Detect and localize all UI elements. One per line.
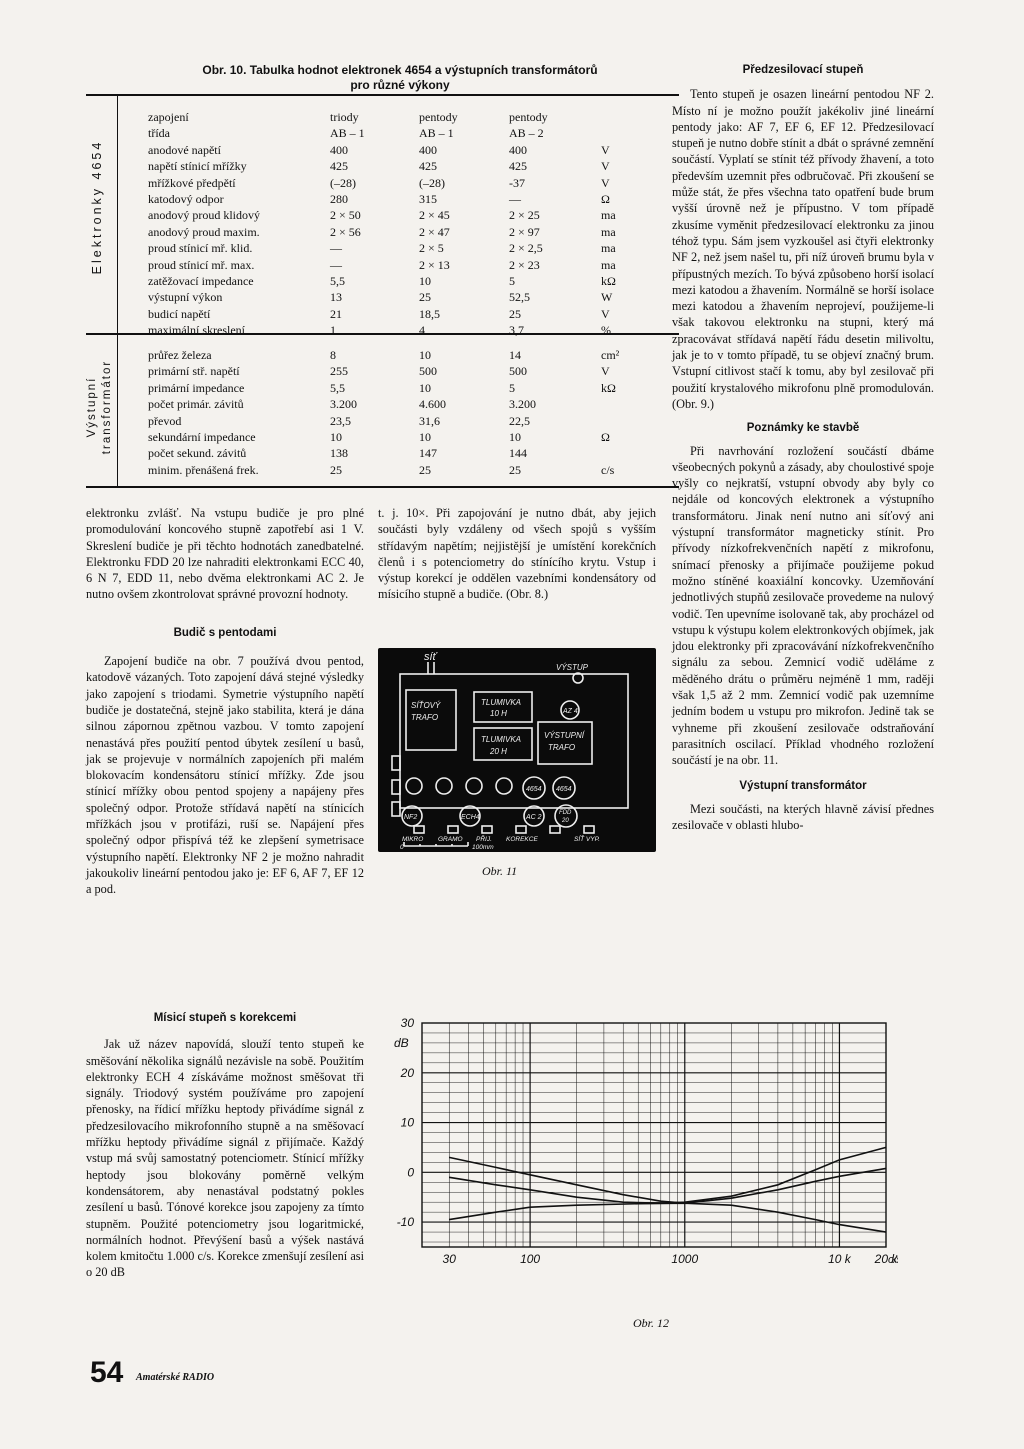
- table-cell-v3: 5: [509, 274, 515, 288]
- table-row: [86, 257, 679, 273]
- left-para2: Zapojení budiče na obr. 7 používá dvou pentod, katodově vázaných. Toto zapojení dává stejné výsledky jako zapojení s triodami. Symetrie výstupního napětí budiče je dostatečná, stejně jako stabilita, která je dána silnou zápornou zpětnou vazbou. V tomto zapojení nenastává přes použití pentod úbytek zesílení u basů, jak se projevuje v normálních zapojeních při malém blokovacím kondensátoru stínicí mřížky. Zde jsou stínicí mřížky obou pentod spojeny a napájeny přes společný odpor. Protože střídavá napětí na stínicích mřížkách jsou v protifázi, ruší se. Napájení přes společný odpor přispívá též ke zlepšení symetrisace výstupního napětí. Elektronky NF 2 je možno nahradit jakoukoliv lineární pentodou jako je: EF 6, AF 7, EF 12 a pod.: [86, 654, 364, 897]
- table-cell-label: primární impedance: [148, 380, 245, 395]
- label-az4: AZ 4: [563, 708, 578, 715]
- graph-x-tick-label: 10 k: [828, 1252, 851, 1266]
- table-cell-label: převod: [148, 413, 182, 428]
- table-cell-v1: 8: [330, 348, 336, 362]
- table-cell-unit: ma: [601, 241, 616, 256]
- right-para1: Tento stupeň je osazen lineární pentodou NF 2. Místo ní je možno použít jakékoliv jiné lineární pentody jako: AF 7, EF 6, EF 12. Předzesilovací stupeň je nutno dobře stínit a dbát o správné zemnění součástí. Vyplatí se stínit též přívody žhavení, a toto především uzemnit přes odbručovač. Při zkoušení se může stát, že přes všechna tato opatření bude brum vyšší úrovně než je přípustno. V tom případě zkusíme vyměnit předzesilovací elektronku za jinou téhož typu. Sám jsem vyzkoušel asi čtyři elektronky NF 2, než jsem našel tu, při níž úroveň brumu byla v přípustných mezích. To bývá způsobeno horší isolací mezi katodou a žhavením. Normálně se horší isolace mezi katodou a žhavením neprojeví, použijeme-li však takovou elektronku na stupni, který má zpracovávat střídavá napětí řádu desetin milivoltu, jak je to v tomto případě, tu se objeví značný brum. Vstupní citlivost stačí k tomu, aby byl zesilovač při použití krystalového mikrofonu plně promodulován. (Obr. 9.): [672, 87, 934, 411]
- table-cell-v2: 400: [419, 142, 437, 157]
- graph-y-axis-label: dB: [394, 1035, 409, 1050]
- table-cell-v3: 144: [509, 446, 527, 461]
- table-cell-v3: 3,7: [509, 323, 524, 338]
- graph-x-tick-label: 100: [520, 1252, 541, 1266]
- label-nf2: NF2: [404, 814, 418, 821]
- table-row: [86, 240, 679, 256]
- table-cell-v3: 2 × 2,5: [509, 241, 543, 256]
- table-cell-unit: ma: [601, 224, 616, 239]
- graph-x-labels: [443, 1252, 898, 1266]
- table-cell-v3: 52,5: [509, 290, 530, 305]
- table-cell-v2: pentody: [419, 110, 458, 124]
- table-cell-v1: 400: [330, 142, 348, 157]
- table-cell-label: zapojení: [148, 110, 189, 124]
- table-cell-unit: V: [601, 306, 610, 321]
- table-cell-v3: 25: [509, 462, 521, 477]
- table-cell-unit: %: [601, 323, 611, 338]
- graph-y-labels: [394, 1016, 414, 1229]
- table-cell-v3: -37: [509, 175, 525, 190]
- label-tlumivka2-1: TLUMIVKA: [481, 735, 522, 744]
- layout-drawing-svg: [378, 648, 656, 852]
- graph-x-tick-label: 30: [442, 1252, 456, 1266]
- table-cell-v1: —: [330, 241, 342, 256]
- label-sitvyp: SÍŤ VYP.: [574, 836, 600, 843]
- table-cell-v1: 25: [330, 462, 342, 477]
- connector-icon: [584, 826, 594, 833]
- table-cell-label: počet primár. závitů: [148, 397, 244, 412]
- graph-curve-cut: [449, 1203, 886, 1232]
- table-row: [86, 109, 679, 125]
- table-row: [86, 273, 679, 289]
- label-4654a: 4654: [526, 786, 542, 793]
- table-row: [86, 413, 679, 429]
- table-cell-v3: 2 × 23: [509, 257, 540, 272]
- table-row: [86, 445, 679, 461]
- graph-y-tick-label: 0: [407, 1165, 414, 1180]
- label-tlumivka1-2: 10 H: [490, 709, 507, 718]
- table-cell-v1: 3.200: [330, 397, 357, 412]
- table-cell-v1: triody: [330, 110, 359, 124]
- label-tlumivka1-1: TLUMIVKA: [481, 698, 522, 707]
- table-cell-unit: c/s: [601, 462, 615, 477]
- table-cell-v3: 5: [509, 380, 515, 395]
- table-row: [86, 175, 679, 191]
- table-row: [86, 207, 679, 223]
- tube-data-table: [86, 94, 679, 488]
- table-cell-label: třída: [148, 126, 170, 141]
- table-cell-v1: 255: [330, 364, 348, 379]
- connector-icon: [414, 826, 424, 833]
- heading-misici-stupen: Mísicí stupeň s korekcemi: [153, 1012, 297, 1024]
- graph-x-tick-label: 20 k: [874, 1252, 898, 1266]
- graph-curve-treble-boost: [449, 1147, 886, 1203]
- table-row: [86, 396, 679, 412]
- table-cell-label: zatěžovací impedance: [148, 274, 254, 288]
- table-cell-v1: —: [330, 257, 342, 272]
- label-ech4: ECH4: [461, 814, 480, 821]
- table-cell-unit: ma: [601, 208, 616, 223]
- table-cell-label: průřez železa: [148, 348, 212, 362]
- table-cell-v3: 3.200: [509, 397, 536, 412]
- right-para3: Mezi součásti, na kterých hlavně závisí přednes zesilovače v oblasti hlubo-: [672, 801, 934, 833]
- table-cell-v1: 5,5: [330, 274, 345, 288]
- table-cell-v2: 500: [419, 364, 437, 379]
- table-cell-v2: 25: [419, 290, 431, 305]
- table-cell-label: primární stř. napětí: [148, 364, 240, 379]
- table-cell-v2: 147: [419, 446, 437, 461]
- table-cell-v2: 10: [419, 348, 431, 362]
- table-row: [86, 363, 679, 379]
- connector-icon: [482, 826, 492, 833]
- table-cell-v3: 2 × 25: [509, 208, 540, 223]
- label-sitovy-1: SÍŤOVÝ: [411, 701, 441, 710]
- table-cell-unit: kΩ: [601, 380, 616, 395]
- table-cell-unit: V: [601, 159, 610, 174]
- table-cell-v2: 4: [419, 323, 425, 338]
- table-cell-unit: Ω: [601, 192, 610, 206]
- label-fdd20-1: FDD: [559, 810, 572, 816]
- label-ac2: AC 2: [526, 814, 542, 821]
- right-column-text: [672, 62, 934, 833]
- jack-icon: [392, 756, 400, 770]
- connector-icon: [516, 826, 526, 833]
- left-para3: Jak už název napovídá, slouží tento stupeň ke směšování několika signálů nezávisle na sobě. Použitím elektronky ECH 4 získáváme možnost směšovat tři signály. Triodový systém používáme pro zapojení přenosky, na řídicí mřížku heptody přivádíme signál z předzesilovacího mikrofonního stupně a na směšovací mřížku heptody přivádíme signál z přijímače. Každý vstup má svůj samostatný potenciometr. Stínicí mřížky heptody jsou blokovány poměrně velkým kondensátorem, aby nenastával podstatný pokles zesílení u basů. Tónové korekce jsou zapojeny za tímto stupněm. Použité potenciometry jsou logaritmické, normálních hodnot. Převýšení basů a výšek nastává kolem kmitočtu 1.000 c/s. Korekce zmenšují zesílení asi o 20 dB: [86, 1037, 364, 1280]
- table-cell-v2: 10: [419, 380, 431, 395]
- label-scale-0: 0: [400, 844, 404, 851]
- frequency-response-svg: [378, 1015, 898, 1290]
- table-cell-label: budicí napětí: [148, 306, 211, 321]
- table-cell-label: napětí stínicí mřížky: [148, 159, 247, 174]
- table-row: [86, 289, 679, 305]
- table-cell-v3: 10: [509, 430, 521, 444]
- table-cell-v2: 4.600: [419, 397, 446, 412]
- table-cell-v1: 13: [330, 290, 342, 305]
- table-cell-v2: 2 × 47: [419, 224, 450, 239]
- graph-x-tick-label: 1000: [671, 1252, 699, 1266]
- tube-socket-icon: [406, 778, 422, 794]
- label-vystupni-1: VÝSTUPNÍ: [544, 731, 585, 740]
- table-cell-v2: 18,5: [419, 306, 440, 321]
- table-row: [86, 347, 679, 363]
- table-cell-label: anodový proud klidový: [148, 208, 260, 223]
- table-cell-unit: V: [601, 364, 610, 379]
- table-cell-v1: 1: [330, 323, 336, 338]
- table-cell-unit: Ω: [601, 430, 610, 444]
- mains-cable: [428, 662, 434, 674]
- table-cell-v3: —: [509, 192, 521, 206]
- jack-icon: [392, 802, 400, 816]
- figure-caption-obr12: Obr. 12: [633, 1316, 670, 1330]
- table-cell-v2: (–28): [419, 175, 445, 190]
- table-cell-v2: 2 × 45: [419, 208, 450, 223]
- table-row: [86, 306, 679, 322]
- table-title-line2: pro různé výkony: [350, 78, 450, 92]
- table-row: [86, 224, 679, 240]
- section1-side-label: Elektronky 4654: [90, 139, 104, 275]
- table-cell-v2: 10: [419, 430, 431, 444]
- table-row: [86, 462, 679, 478]
- figure-caption-obr11: Obr. 11: [482, 864, 518, 878]
- table-row: [86, 429, 679, 445]
- table-cell-v2: 2 × 5: [419, 241, 444, 256]
- table-cell-label: sekundární impedance: [148, 430, 256, 444]
- table-cell-v1: (–28): [330, 175, 356, 190]
- table-cell-label: výstupní výkon: [148, 290, 223, 305]
- table-cell-unit: W: [601, 290, 613, 305]
- middle-column-text: [378, 505, 656, 603]
- table-title-line1: Obr. 10. Tabulka hodnot elektronek 4654 a výstupních transformátorů: [202, 63, 598, 77]
- table-cell-v2: 10: [419, 274, 431, 288]
- label-gramo: GRAMO: [438, 836, 463, 843]
- frequency-response-figure: [378, 1015, 898, 1290]
- table-cell-unit: cm²: [601, 348, 620, 362]
- graph-y-tick-label: -10: [396, 1215, 414, 1230]
- table-cell-v3: 2 × 97: [509, 224, 540, 239]
- table-cell-unit: V: [601, 142, 610, 157]
- table-cell-v2: 2 × 13: [419, 257, 450, 272]
- label-prij: PŘIJ.: [476, 836, 492, 843]
- table-cell-label: anodový proud maxim.: [148, 224, 260, 239]
- table-row: [86, 191, 679, 207]
- graph-y-tick-label: 30: [400, 1016, 414, 1030]
- table-cell-v1: 2 × 50: [330, 208, 361, 223]
- label-korekce: KOREKCE: [506, 836, 538, 843]
- table-row: [86, 142, 679, 158]
- label-tlumivka2-2: 20 H: [490, 747, 507, 756]
- table-cell-v3: 14: [509, 348, 521, 362]
- table-caption: [120, 63, 680, 93]
- table-cell-v3: 500: [509, 364, 527, 379]
- tube-socket-icon: [436, 778, 452, 794]
- table-cell-unit: V: [601, 175, 610, 190]
- table-cell-v1: 280: [330, 192, 348, 206]
- section2-side-label-line1: Výstupní: [86, 376, 98, 438]
- table-cell-v1: 23,5: [330, 413, 351, 428]
- label-scale-100: 100mm: [472, 844, 494, 851]
- left-column-upper: [86, 505, 364, 898]
- table-cell-v3: 22,5: [509, 413, 530, 428]
- table-cell-label: mřížkové předpětí: [148, 175, 236, 190]
- table-cell-v2: 315: [419, 192, 437, 206]
- section2-side-label-line2: transformátor: [101, 359, 113, 455]
- left-column-lower: [86, 1010, 364, 1281]
- table-cell-v2: AB – 1: [419, 126, 454, 141]
- right-para2: Při navrhování rozložení součástí dbáme všeobecných pokynů a zásady, aby choulostivé spoje vyšly co nejkratší, vstupní obvody aby byly co nejdále od koncových elektronek a výstupního transformátoru. Jinak není nutno ani síťový ani výstupní transformátor magneticky stínit. Pro přívody nízkofrekvenčních napětí z mikrofonu, snímací přenosky a přijímače použijeme pokud možno stíněné koaxiální koncovky. Uzemňování jednotlivých stupňů zesilovače provedeme na nulový vodič. Ten upevníme isolovaně tak, aby procházel od vstupu k výstupu kolem elektronkových objímek, jak jdou elektronky při zpracovávání nízkofrekvenčního signálu za sebou. Zemnicí vodič uděláme z měděného drátu o průměru nejméně 1 mm, raději však 1,5 až 2 mm. Zemnicí vodič pak uzemníme jedním bodem u vstupu pro mikrofon. Jedině tak se vyhneme při zkoušení zesilovače odstraňování parasitních oscilací. Příklad vhodného rozložení součástí je na obr. 11.: [672, 443, 934, 768]
- table-cell-v2: 425: [419, 159, 437, 174]
- label-sit: síť: [424, 651, 437, 663]
- table-cell-v1: 10: [330, 430, 342, 444]
- graph-x-unit-label: c/: [888, 1254, 897, 1266]
- tube-socket-icon: [496, 778, 512, 794]
- table-row: [86, 125, 679, 141]
- table-cell-label: počet sekund. závitů: [148, 446, 247, 461]
- table-cell-v1: AB – 1: [330, 126, 365, 141]
- table-cell-label: katodový odpor: [148, 192, 224, 206]
- table-cell-v1: 2 × 56: [330, 224, 361, 239]
- heading-budic-pentody: Budič s pentodami: [173, 626, 277, 639]
- table-cell-label: proud stínicí mř. max.: [148, 257, 255, 272]
- table-cell-v1: 21: [330, 306, 342, 321]
- table-cell-unit: ma: [601, 257, 616, 272]
- table-cell-v3: 25: [509, 306, 521, 321]
- table-cell-v3: 400: [509, 142, 527, 157]
- page-number: 54: [90, 1356, 124, 1389]
- table-cell-v1: 138: [330, 446, 348, 461]
- table-cell-v3: pentody: [509, 110, 548, 124]
- label-sitovy-2: TRAFO: [411, 713, 439, 722]
- table-cell-label: anodové napětí: [148, 142, 221, 157]
- graph-y-tick-label: 20: [400, 1065, 414, 1080]
- table-cell-v2: 31,6: [419, 413, 440, 428]
- heading-poznamky: Poznámky ke stavbě: [746, 422, 860, 435]
- label-vystupni-2: TRAFO: [548, 743, 576, 752]
- graph-curves: [449, 1147, 886, 1232]
- table-row: [86, 380, 679, 396]
- mid-para1: t. j. 10×. Při zapojování je nutno dbát, aby jejich součásti byly vzdáleny od všech spojů s vyšším střídavým napětím; nejjistější je umístění korekčních členů i s potenciometry do stínícího krytu. Vstup i výstup korekcí je oddělen vazebními kondensátory od mísicího stupně a budiče. (Obr. 8.): [378, 506, 656, 602]
- label-mikro: MIKRO: [402, 836, 424, 843]
- table-cell-label: proud stínicí mř. klid.: [148, 241, 253, 256]
- heading-vystupni-transformator: Výstupní transformátor: [739, 780, 867, 793]
- magazine-name: Amatérské RADIO: [136, 1372, 215, 1383]
- connector-icon: [550, 826, 560, 833]
- table-cell-label: minim. přenášená frek.: [148, 462, 259, 477]
- table-cell-v2: 25: [419, 462, 431, 477]
- connector-icon: [448, 826, 458, 833]
- graph-curve-bass-boost: [449, 1157, 886, 1203]
- label-vystup: VÝSTUP: [556, 663, 589, 672]
- table-cell-v3: 425: [509, 159, 527, 174]
- label-fdd20-2: 20: [562, 818, 569, 824]
- table-cell-label: maximální skreslení: [148, 323, 245, 338]
- table-cell-v1: 5,5: [330, 380, 345, 395]
- table-row: [86, 322, 679, 338]
- table-cell-v1: 425: [330, 159, 348, 174]
- tube-socket-icon: [466, 778, 482, 794]
- left-para1: elektronku zvlášť. Na vstupu budiče je pro plné promodulování koncového stupně zapotřebí asi 1 V. Skreslení budiče je při těchto hodnotách zanedbatelné. Elektronku FDD 20 lze nahraditi elektronkami ECC 40, 6 N 7, EDD 11, nebo dvěma elektronkami AC 2. Je nutno ovšem zkontrolovat správné provozní hodnoty.: [86, 506, 364, 602]
- heading-predzesilovaci: Předzesilovací stupeň: [742, 64, 864, 76]
- label-4654b: 4654: [556, 786, 572, 793]
- graph-y-tick-label: 10: [400, 1115, 414, 1130]
- table-cell-v3: AB – 2: [509, 126, 544, 141]
- table-row: [86, 158, 679, 174]
- jack-icon: [392, 780, 400, 794]
- layout-drawing-figure: [378, 648, 656, 852]
- table-cell-unit: kΩ: [601, 274, 616, 288]
